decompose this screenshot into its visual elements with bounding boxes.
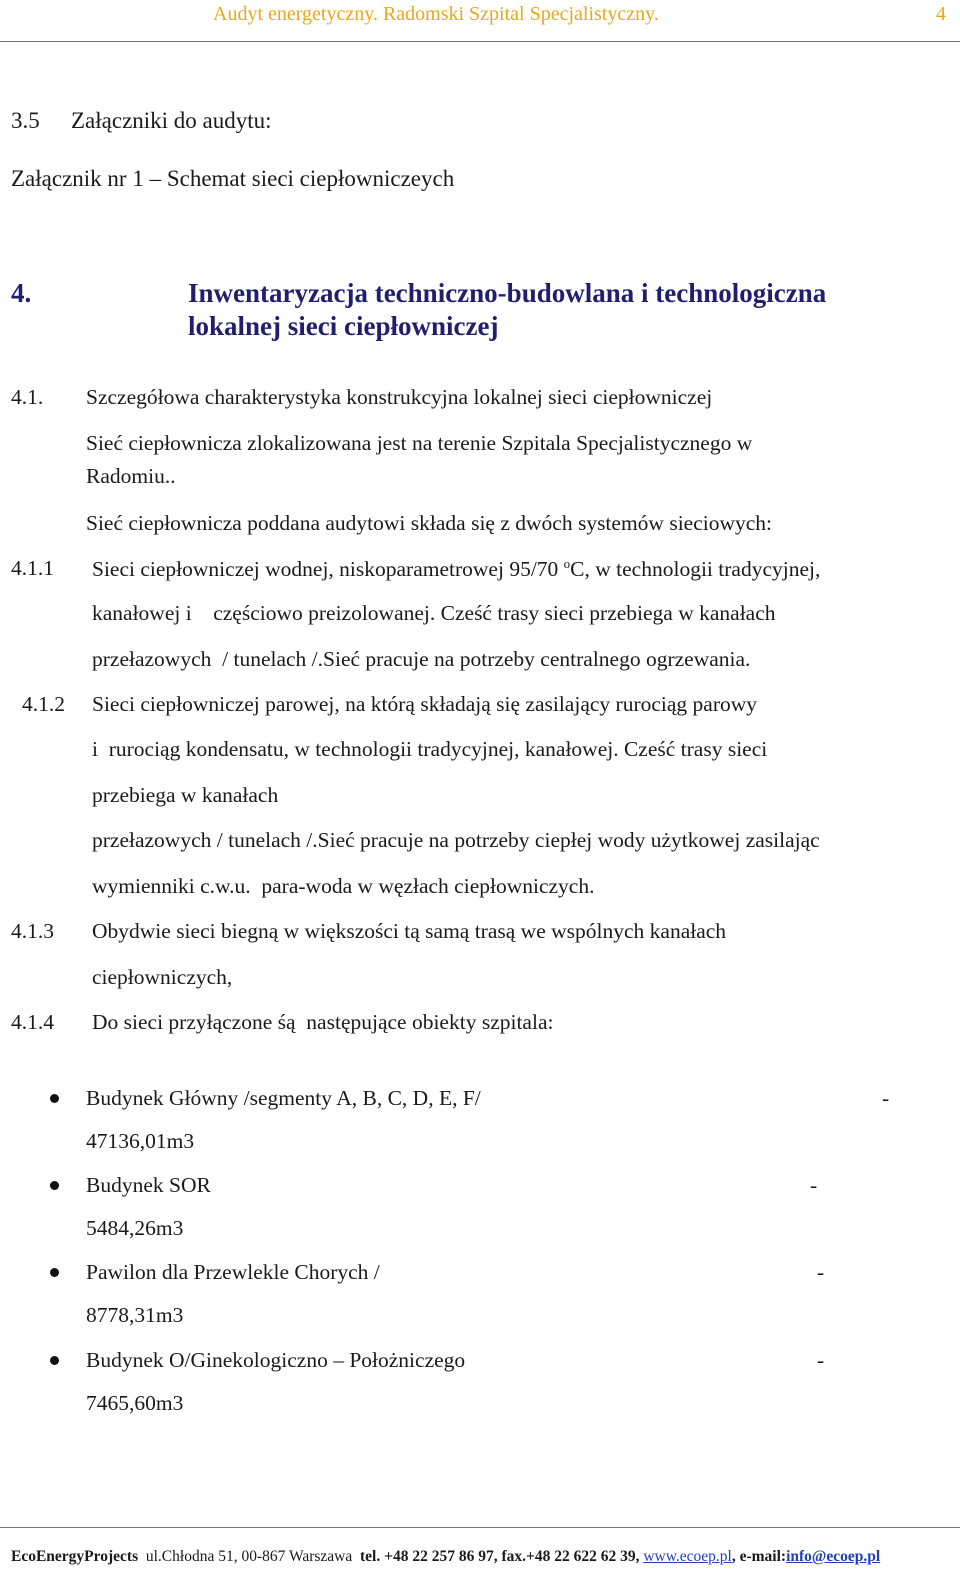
footer-website-link[interactable]: www.ecoep.pl	[643, 1548, 732, 1565]
item-number: 4.1.1	[11, 556, 54, 580]
item-line: Sieci ciepłowniczej parowej, na którą składają się zasilający rurociąg parowy	[92, 692, 758, 716]
bullet-icon	[50, 1094, 59, 1103]
item-line	[92, 556, 820, 582]
building-name: Budynek O/Ginekologiczno – Położniczego	[86, 1348, 466, 1372]
building-dash: -	[817, 1348, 825, 1372]
subsection-number: 4.1.	[11, 385, 44, 409]
item-text: Sieci ciepłowniczej wodnej, niskoparametrowej 95/70	[92, 557, 559, 582]
footer-email-label: e-mail:	[739, 1548, 787, 1565]
building-volume: 5484,26m3	[86, 1216, 184, 1240]
paragraph-line: Sieć ciepłownicza zlokalizowana jest na terenie Szpitala Specjalistycznego w	[86, 431, 753, 455]
item-text: C, w technologii tradycyjnej,	[570, 557, 821, 582]
item-line: i rurociąg kondensatu, w technologii tradycyjnej, kanałowej. Cześć trasy sieci	[92, 737, 768, 761]
building-volume: 47136,01m3	[86, 1129, 195, 1153]
item-line: przełazowych / tunelach /.Sieć pracuje na potrzeby centralnego ogrzewania.	[92, 647, 751, 671]
section-number: 3.5	[11, 108, 40, 133]
header-divider	[0, 41, 960, 42]
building-volume: 7465,60m3	[86, 1391, 184, 1415]
item-line: kanałowej i częściowo preizolowanej. Cześć trasy sieci przebiega w kanałach	[92, 601, 776, 625]
page-number: 4	[936, 3, 946, 25]
degree-superscript: o	[563, 556, 571, 571]
item-number: 4.1.2	[22, 692, 65, 716]
chapter-number: 4.	[11, 278, 32, 308]
footer-phones: tel. +48 22 257 86 97, fax.+48 22 622 62 39,	[360, 1548, 640, 1565]
bullet-icon	[50, 1268, 59, 1277]
building-name: Budynek Główny /segmenty A, B, C, D, E, F/	[86, 1086, 481, 1110]
chapter-title-line1: Inwentaryzacja techniczno-budowlana i technologiczna	[188, 278, 827, 308]
item-line: ciepłowniczych,	[92, 965, 233, 989]
building-name: Budynek SOR	[86, 1173, 211, 1197]
item-number: 4.1.3	[11, 919, 54, 943]
building-dash: -	[810, 1173, 818, 1197]
section-title: Załączniki do audytu:	[71, 108, 272, 133]
item-line: przełazowych / tunelach /.Sieć pracuje na potrzeby ciepłej wody użytkowej zasilając	[92, 828, 820, 852]
chapter-title-line2: lokalnej sieci ciepłowniczej	[188, 311, 499, 341]
subsection-title: Szczegółowa charakterystyka konstrukcyjna lokalnej sieci ciepłowniczej	[86, 385, 713, 409]
item-line: wymienniki c.w.u. para-woda w węzłach ciepłowniczych.	[92, 874, 595, 898]
footer-email-link[interactable]: info@ecoep.pl	[786, 1548, 881, 1565]
footer-address: ul.Chłodna 51, 00-867 Warszawa	[145, 1548, 353, 1565]
item-line: Obydwie sieci biegną w większości tą samą trasą we wspólnych kanałach	[92, 919, 727, 943]
item-line: Do sieci przyłączone śą następujące obiekty szpitala:	[92, 1010, 554, 1034]
item-line: przebiega w kanałach	[92, 783, 279, 807]
page-header-title: Audyt energetyczny. Radomski Szpital Specjalistyczny.	[213, 3, 659, 25]
building-dash: -	[882, 1086, 890, 1110]
footer-divider	[0, 1527, 960, 1528]
building-volume: 8778,31m3	[86, 1303, 184, 1327]
building-name: Pawilon dla Przewlekle Chorych /	[86, 1260, 380, 1284]
paragraph-line: Radomiu..	[86, 464, 176, 488]
attachment-line: Załącznik nr 1 – Schemat sieci ciepłowniczeych	[11, 166, 455, 191]
page-footer: EcoEnergyProjects ul.Chłodna 51, 00-867 Warszawa tel. +48 22 257 86 97, fax.+48 22 622 62 39, www.ecoep.pl, e-mail:info@ecoep.pl	[11, 1548, 881, 1565]
item-number: 4.1.4	[11, 1010, 54, 1034]
paragraph-line: Sieć ciepłownicza poddana audytowi składa się z dwóch systemów sieciowych:	[86, 511, 773, 535]
bullet-icon	[50, 1181, 59, 1190]
bullet-icon	[50, 1356, 59, 1365]
building-dash: -	[817, 1260, 825, 1284]
footer-company: EcoEnergyProjects	[11, 1548, 139, 1565]
